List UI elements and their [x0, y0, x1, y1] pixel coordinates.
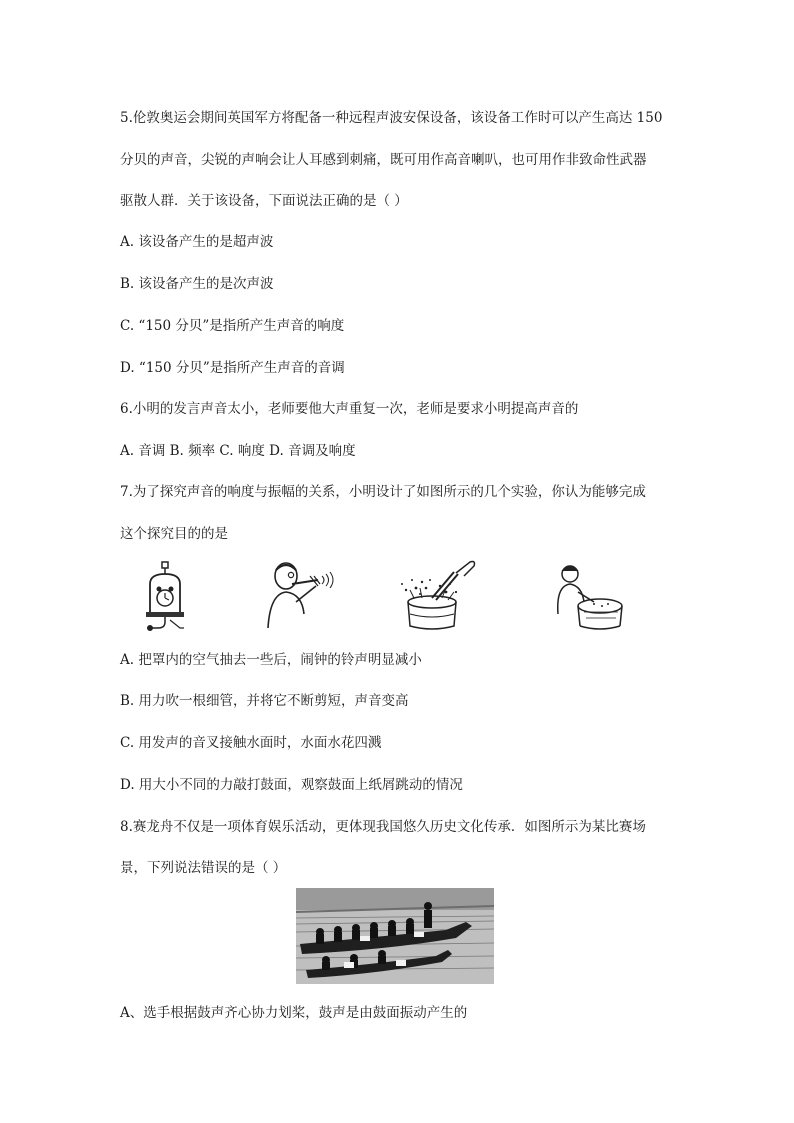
q8-option-a: A、选手根据鼓声齐心协力划桨，鼓声是由鼓面振动产生的 [120, 1005, 468, 1021]
drum-illustration [548, 562, 626, 630]
q5-stem-line3: 驱散人群．关于该设备，下面说法正确的是（ ） [120, 193, 408, 209]
q7-option-a: A. 把罩内的空气抽去一些后，闹钟的铃声明显减小 [120, 652, 422, 668]
q8-stem-line1: 8.赛龙舟不仅是一项体育娱乐活动，更体现我国悠久历史文化传承．如图所示为某比赛场 [120, 819, 646, 835]
q7-option-b: B. 用力吹一根细管，并将它不断剪短，声音变高 [120, 693, 409, 709]
dragon-boat-photo [296, 888, 494, 984]
tuning-fork-water-illustration [396, 558, 480, 632]
q7-option-c: C. 用发声的音叉接触水面时，水面水花四溅 [120, 735, 382, 751]
bell-jar-illustration [140, 558, 190, 634]
q8-stem-line2: 景，下列说法错误的是（ ） [120, 860, 287, 876]
q5-stem-line1: 5.伦敦奥运会期间英国军方将配备一种远程声波安保设备，该设备工作时可以产生高达 150 [120, 110, 663, 126]
q6-stem: 6.小明的发言声音太小，老师要他大声重复一次，老师是要求小明提高声音的 [120, 401, 579, 417]
q5-option-d: D. “150 分贝”是指所产生声音的音调 [120, 360, 345, 376]
q6-options: A. 音调 B. 频率 C. 响度 D. 音调及响度 [120, 443, 356, 459]
tube-blowing-illustration [262, 558, 338, 630]
q7-option-d: D. 用大小不同的力敲打鼓面，观察鼓面上纸屑跳动的情况 [120, 777, 463, 793]
q5-stem-line2: 分贝的声音，尖锐的声响会让人耳感到刺痛，既可用作高音喇叭，也可用作非致命性武器 [120, 152, 647, 168]
q5-option-a: A. 该设备产生的是超声波 [120, 234, 274, 250]
q5-option-b: B. 该设备产生的是次声波 [120, 276, 274, 292]
q7-stem-line1: 7.为了探究声音的响度与振幅的关系，小明设计了如图所示的几个实验，你认为能够完成 [120, 484, 646, 500]
q5-option-c: C. “150 分贝”是指所产生声音的响度 [120, 318, 345, 334]
q7-stem-line2: 这个探究目的的是 [120, 526, 228, 542]
